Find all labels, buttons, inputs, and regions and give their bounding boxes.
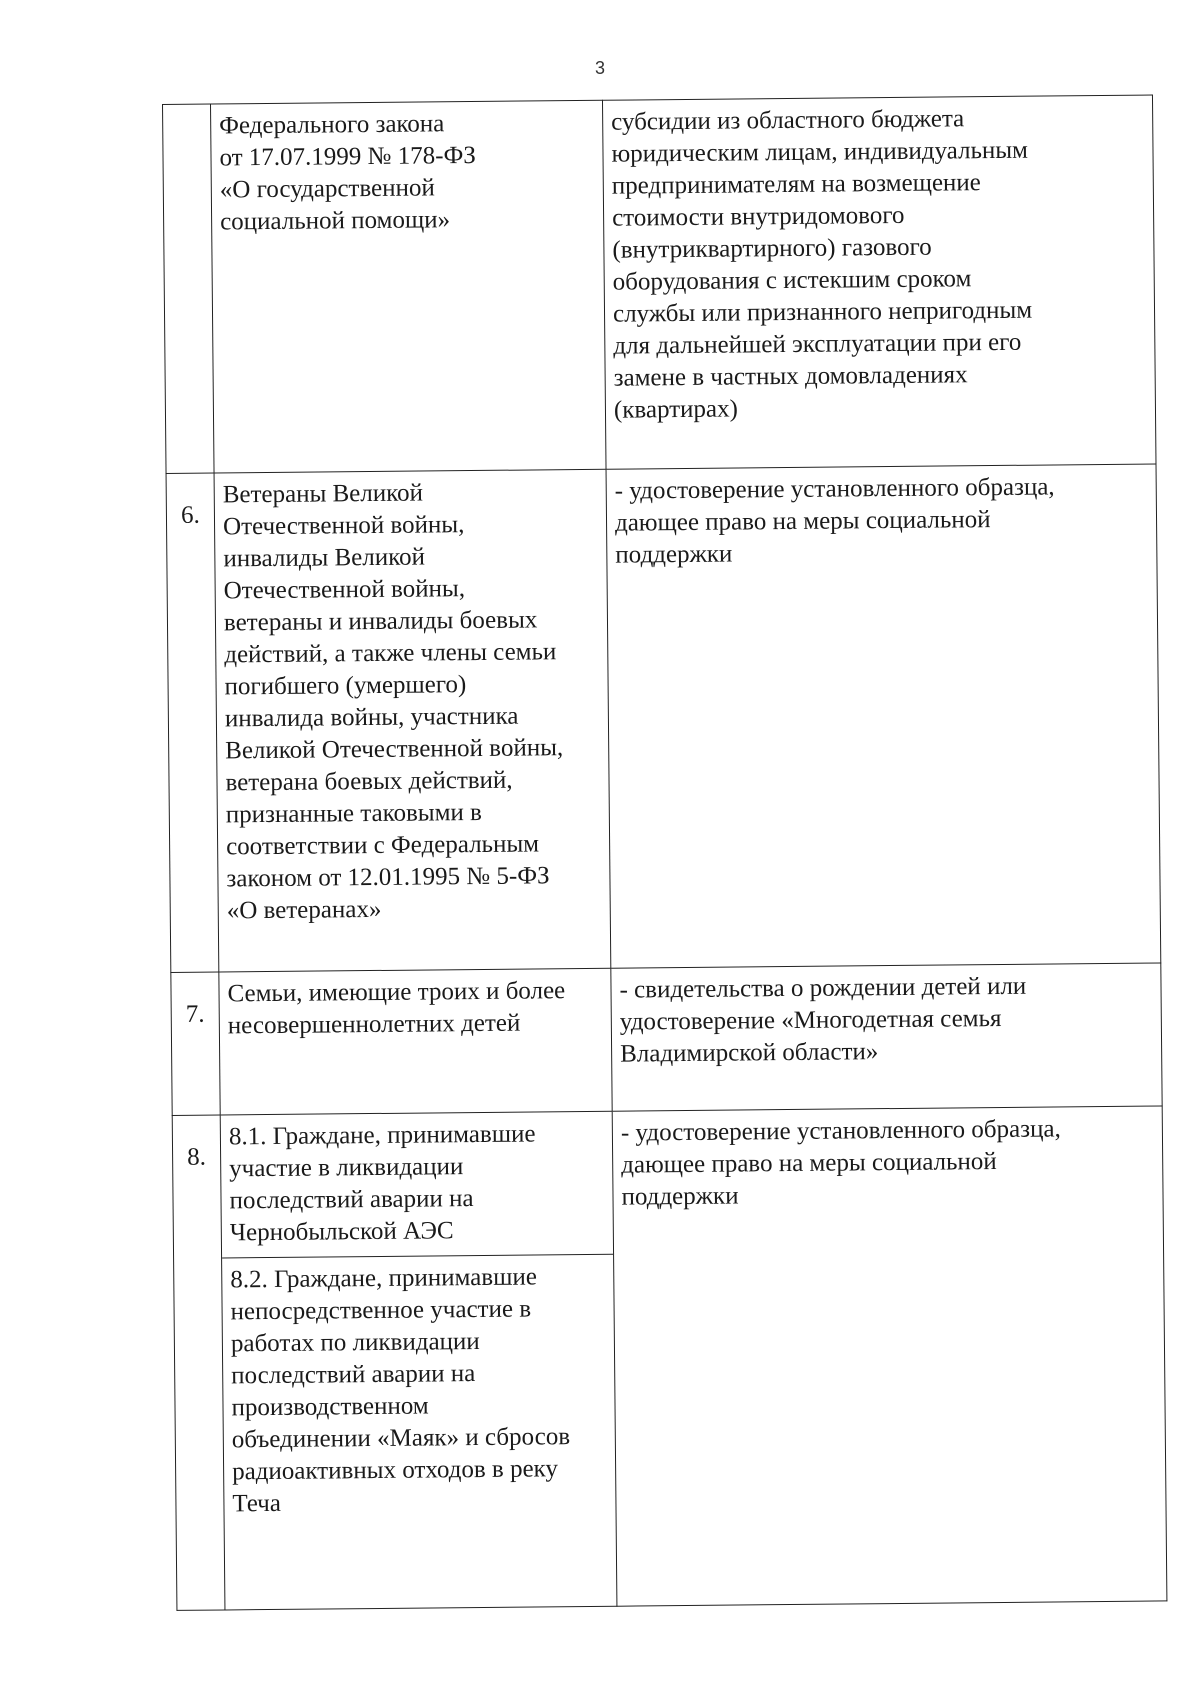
category-text: Семьи, имеющие троих и более несовершеннолетних детей — [227, 977, 566, 1040]
subcategory-text: 8.1. Граждане, принимавшие участие в ликвидации последствий аварии на Чернобыльской АЭС — [221, 1112, 613, 1259]
row-number: 8. — [172, 1115, 225, 1610]
document-text: субсидии из областного бюджета юридическим лицам, индивидуальным предпринимателям на возмещение стоимости внутридомового (внутриквартирного) газового оборудования с истекшим сроком службы или признанного непригодным для дальнейшей эксплуатации при его замене в частных домовладениях (квартирах) — [611, 105, 1033, 424]
subcategory-text: 8.2. Граждане, принимавшие непосредственное участие в работах по ликвидации последствий аварии на производственном объединении «Маяк» и сбросов радиоактивных отходов в реку Теча — [230, 1263, 571, 1518]
row-number: 6. — [166, 473, 219, 972]
document-cell — [602, 95, 1156, 469]
row-number — [163, 104, 215, 473]
category-cell — [220, 1111, 617, 1610]
category-cell — [211, 100, 607, 473]
document-text: - удостоверение установленного образца, дающее право на меры социальной поддержки — [614, 473, 1055, 569]
table-row — [166, 464, 1161, 972]
document-text: - удостоверение установленного образца, дающее право на меры социальной поддержки — [620, 1115, 1061, 1211]
document-text: - свидетельства о рождении детей или удостоверение «Многодетная семья Владимирской области» — [619, 972, 1027, 1068]
page-number: 3 — [594, 58, 605, 78]
row-number: 7. — [171, 972, 220, 1115]
table-row — [172, 1106, 1167, 1610]
document-cell — [612, 1106, 1167, 1606]
category-cell — [219, 968, 612, 1115]
table-row — [163, 95, 1156, 473]
benefits-table — [162, 94, 1167, 1610]
document-cell — [611, 963, 1162, 1111]
category-cell — [214, 469, 611, 972]
category-text: Федерального закона от 17.07.1999 № 178-ФЗ «О государственной социальной помощи» — [219, 110, 476, 236]
category-text: Ветераны Великой Отечественной войны, инвалиды Великой Отечественной войны, ветераны и инвалиды боевых действий, а также члены семьи погибшего (умершего) инвалида войны, участника Великой Отечественной войны, ветерана боевых действий, признанные таковыми в соответствии с Федеральным законом от 12.01.1995 № 5-ФЗ «О ветеранах» — [222, 479, 564, 925]
table-row — [171, 963, 1162, 1115]
document-cell — [606, 464, 1161, 968]
